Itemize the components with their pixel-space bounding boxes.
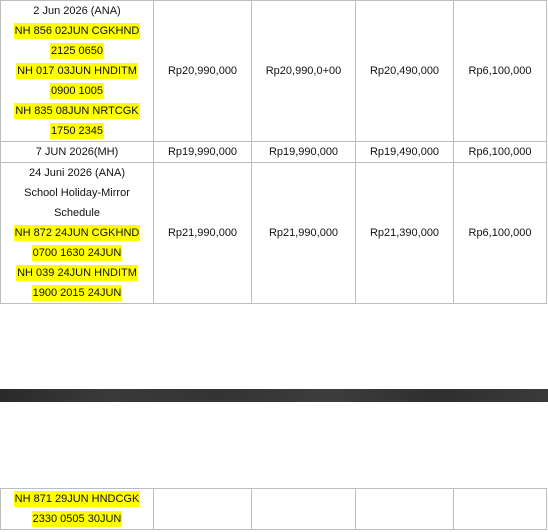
flight-segment-text: NH 871 29JUN HNDCGK [14, 493, 140, 505]
departure-info-text: 24 Juni 2026 (ANA) [29, 167, 125, 179]
departure-cell [1, 163, 154, 304]
departure-info-line [1, 183, 153, 203]
departure-cell [1, 1, 154, 142]
flight-segment-text: NH 856 02JUN CGKHND [14, 25, 140, 37]
flight-segment-text: NH 872 24JUN CGKHND [14, 227, 140, 239]
flight-segment-line [1, 81, 153, 101]
fare-table-continued [0, 488, 547, 530]
flight-segment-line [1, 41, 153, 61]
flight-segment-text: 0700 1630 24JUN [32, 247, 122, 259]
price-cell: Rp19,990,000 [154, 142, 252, 163]
flight-segment-line [1, 61, 153, 81]
flight-segment-line [1, 509, 153, 529]
flight-segment-line [1, 489, 153, 509]
dark-separator-bar [0, 389, 548, 402]
departure-info-line [1, 1, 153, 21]
departure-info-line [1, 163, 153, 183]
flight-segment-text: NH 835 08JUN NRTCGK [15, 105, 139, 117]
empty-price-cell [154, 489, 252, 530]
flight-segment-text: 0900 1005 [51, 85, 103, 97]
flight-segment-line [1, 283, 153, 303]
price-cell: Rp20,990,0+00 [252, 1, 356, 142]
departure-info-line [1, 203, 153, 223]
price-cell: Rp21,990,000 [252, 163, 356, 304]
departure-info-text: School Holiday-Mirror [24, 187, 130, 199]
table-row [1, 1, 547, 142]
price-cell: Rp19,990,000 [252, 142, 356, 163]
price-cell: Rp6,100,000 [454, 1, 547, 142]
flight-segment-line [1, 121, 153, 141]
departure-info-text: Schedule [54, 207, 100, 219]
departure-info-line [1, 142, 153, 162]
empty-price-cell [454, 489, 547, 530]
departure-cell [1, 489, 154, 530]
empty-price-cell [252, 489, 356, 530]
fare-table-continued-body [1, 489, 547, 530]
flight-segment-line [1, 21, 153, 41]
flight-segment-line [1, 243, 153, 263]
table-row [1, 163, 547, 304]
flight-segment-text: 2125 0650 [51, 45, 103, 57]
price-cell: Rp20,990,000 [154, 1, 252, 142]
flight-segment-line [1, 263, 153, 283]
price-cell: Rp6,100,000 [454, 163, 547, 304]
flight-segment-text: NH 039 24JUN HNDITM [17, 267, 137, 279]
fare-table-body [1, 1, 547, 304]
flight-segment-text: 1900 2015 24JUN [32, 287, 122, 299]
departure-info-text: 2 Jun 2026 (ANA) [33, 5, 121, 17]
table-row [1, 489, 547, 530]
flight-segment-text: NH 017 03JUN HNDITM [17, 65, 137, 77]
flight-segment-line [1, 223, 153, 243]
price-cell: Rp21,390,000 [356, 163, 454, 304]
departure-cell [1, 142, 154, 163]
price-cell: Rp21,990,000 [154, 163, 252, 304]
price-cell: Rp20,490,000 [356, 1, 454, 142]
empty-price-cell [356, 489, 454, 530]
price-cell: Rp6,100,000 [454, 142, 547, 163]
departure-info-text: 7 JUN 2026(MH) [35, 146, 119, 158]
flight-segment-text: 1750 2345 [51, 125, 103, 137]
price-cell: Rp19,490,000 [356, 142, 454, 163]
flight-segment-line [1, 101, 153, 121]
flight-segment-text: 2330 0505 30JUN [32, 513, 122, 525]
table-row [1, 142, 547, 163]
